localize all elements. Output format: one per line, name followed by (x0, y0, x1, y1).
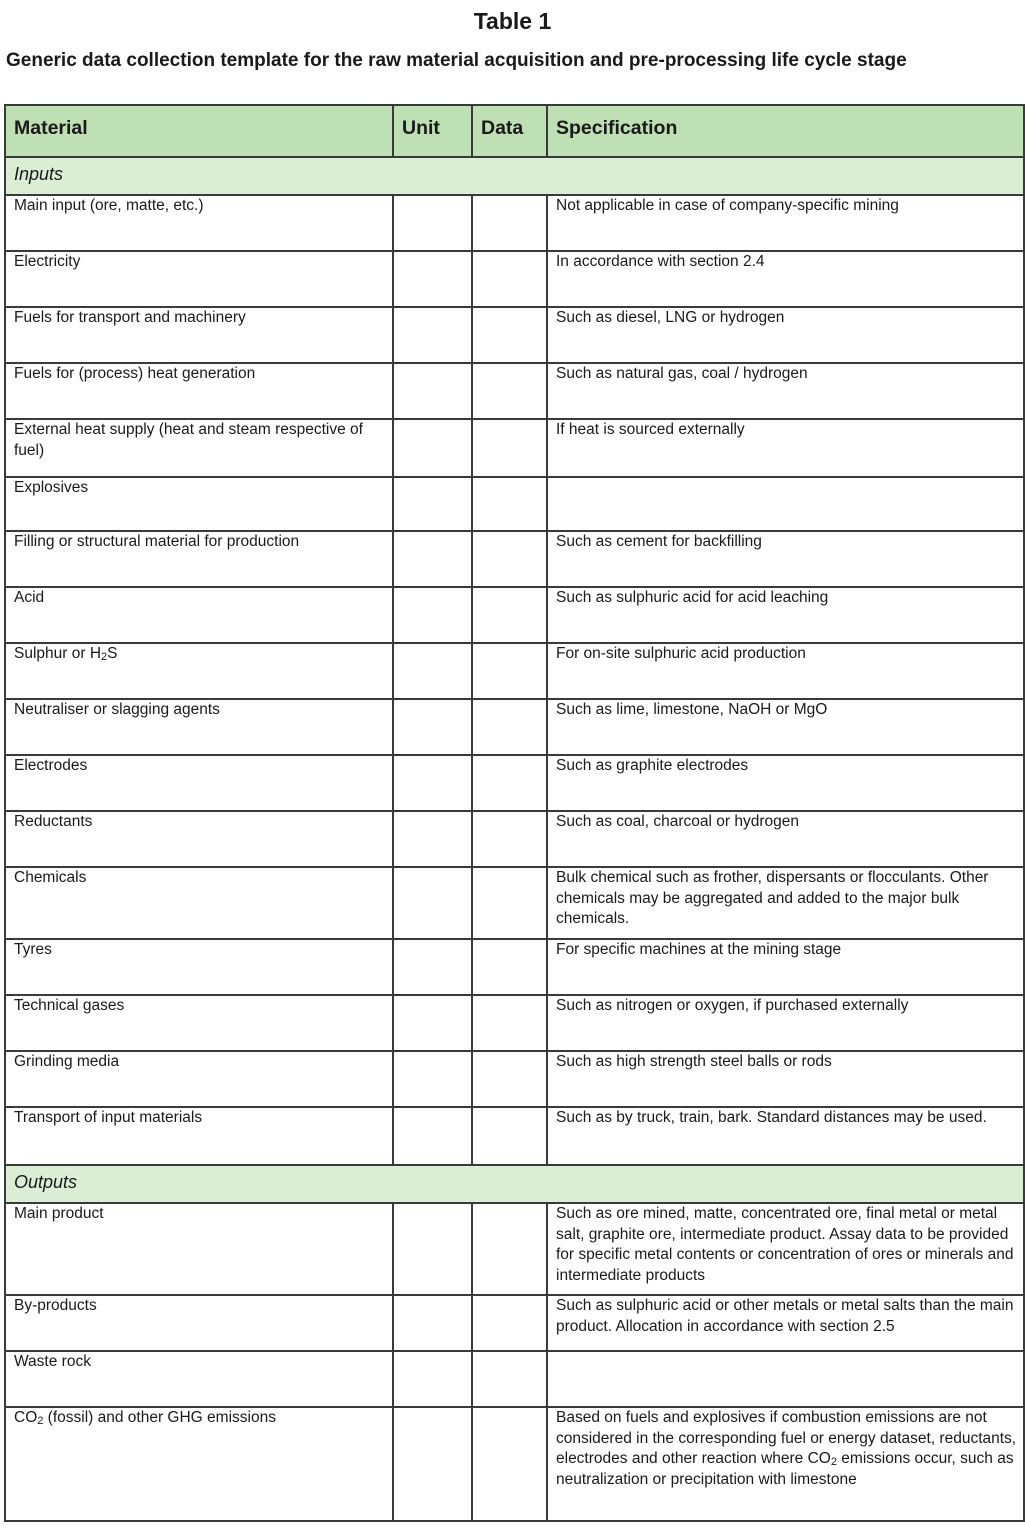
data-cell (472, 643, 547, 699)
table-row (5, 531, 1024, 587)
material-text: Sulphur or H (14, 645, 102, 662)
unit-cell (393, 1203, 472, 1295)
material-cell: By-products (5, 1295, 393, 1351)
material-cell (5, 1407, 393, 1521)
material-cell: Fuels for (process) heat generation (5, 363, 393, 419)
material-text: S (107, 645, 118, 662)
unit-cell (393, 811, 472, 867)
data-cell (472, 1203, 547, 1295)
specification-cell: Such as high strength steel balls or rods (547, 1051, 1024, 1107)
section-label-inputs: Inputs (5, 157, 1024, 195)
table-row (5, 1203, 1024, 1295)
table-row (5, 939, 1024, 995)
data-cell (472, 477, 547, 531)
table-row (5, 995, 1024, 1051)
data-collection-table (4, 104, 1025, 1522)
data-cell (472, 1407, 547, 1521)
unit-cell (393, 867, 472, 939)
unit-cell (393, 195, 472, 251)
material-cell: Technical gases (5, 995, 393, 1051)
material-cell: Fuels for transport and machinery (5, 307, 393, 363)
material-cell: External heat supply (heat and steam respective of fuel) (5, 419, 393, 477)
specification-text: Based on fuels and explosives if combustion emissions are not considered in the corresponding fuel or energy dataset, reductants, electrodes and other reaction where CO (556, 1409, 1017, 1467)
table-row (5, 1295, 1024, 1351)
material-text: CO (14, 1409, 38, 1426)
table-row (5, 755, 1024, 811)
unit-cell (393, 643, 472, 699)
specification-cell: In accordance with section 2.4 (547, 251, 1024, 307)
unit-cell (393, 939, 472, 995)
table-row (5, 419, 1024, 477)
data-cell (472, 363, 547, 419)
unit-cell (393, 995, 472, 1051)
specification-cell: Such as cement for backfilling (547, 531, 1024, 587)
specification-cell: Such as coal, charcoal or hydrogen (547, 811, 1024, 867)
unit-cell (393, 755, 472, 811)
unit-cell (393, 251, 472, 307)
data-cell (472, 251, 547, 307)
material-cell: Waste rock (5, 1351, 393, 1407)
unit-cell (393, 531, 472, 587)
table-row (5, 251, 1024, 307)
data-cell (472, 811, 547, 867)
material-cell: Electrodes (5, 755, 393, 811)
subscript: 2 (37, 1415, 44, 1427)
specification-cell: Such as diesel, LNG or hydrogen (547, 307, 1024, 363)
table-caption: Generic data collection template for the raw material acquisition and pre-processing life cycle stage (6, 50, 907, 71)
specification-cell: Such as by truck, train, bark. Standard distances may be used. (547, 1107, 1024, 1165)
material-cell: Chemicals (5, 867, 393, 939)
material-cell: Reductants (5, 811, 393, 867)
unit-cell (393, 1351, 472, 1407)
table-row (5, 477, 1024, 531)
specification-cell: Such as natural gas, coal / hydrogen (547, 363, 1024, 419)
material-cell: Grinding media (5, 1051, 393, 1107)
data-cell (472, 995, 547, 1051)
table-row (5, 1407, 1024, 1521)
data-cell (472, 867, 547, 939)
material-cell: Main input (ore, matte, etc.) (5, 195, 393, 251)
unit-cell (393, 419, 472, 477)
subscript: 2 (101, 651, 108, 663)
data-cell (472, 419, 547, 477)
table-row (5, 699, 1024, 755)
unit-cell (393, 699, 472, 755)
data-cell (472, 939, 547, 995)
specification-cell: Such as graphite electrodes (547, 755, 1024, 811)
header-specification: Specification (547, 105, 1024, 157)
table-row (5, 1107, 1024, 1165)
unit-cell (393, 587, 472, 643)
header-data: Data (472, 105, 547, 157)
section-label-outputs: Outputs (5, 1165, 1024, 1203)
specification-cell: Bulk chemical such as frother, dispersants or flocculants. Other chemicals may be aggregated and added to the major bulk chemicals. (547, 867, 1024, 939)
specification-cell: For specific machines at the mining stage (547, 939, 1024, 995)
table-row (5, 1051, 1024, 1107)
data-cell (472, 531, 547, 587)
data-cell (472, 755, 547, 811)
table-row (5, 363, 1024, 419)
table-title: Table 1 (473, 8, 552, 34)
specification-cell: Such as lime, limestone, NaOH or MgO (547, 699, 1024, 755)
material-text: (fossil) and other GHG emissions (43, 1409, 276, 1426)
unit-cell (393, 1295, 472, 1351)
data-cell (472, 587, 547, 643)
specification-cell: Such as nitrogen or oxygen, if purchased externally (547, 995, 1024, 1051)
table-row (5, 811, 1024, 867)
unit-cell (393, 363, 472, 419)
unit-cell (393, 1407, 472, 1521)
material-cell: Explosives (5, 477, 393, 531)
data-cell (472, 1051, 547, 1107)
table-body (5, 157, 1024, 1521)
table-row (5, 643, 1024, 699)
data-cell (472, 195, 547, 251)
subscript: 2 (830, 1456, 837, 1468)
data-cell (472, 1295, 547, 1351)
specification-cell: Such as sulphuric acid or other metals or metal salts than the main product. Allocation in accordance with section 2.5 (547, 1295, 1024, 1351)
material-cell: Transport of input materials (5, 1107, 393, 1165)
material-cell: Electricity (5, 251, 393, 307)
unit-cell (393, 477, 472, 531)
specification-cell (547, 477, 1024, 531)
table-row (5, 867, 1024, 939)
table-row (5, 307, 1024, 363)
unit-cell (393, 307, 472, 363)
specification-cell: For on-site sulphuric acid production (547, 643, 1024, 699)
material-cell: Main product (5, 1203, 393, 1295)
data-cell (472, 1107, 547, 1165)
data-cell (472, 307, 547, 363)
section-row-outputs (5, 1165, 1024, 1203)
specification-text: emissions occur, such as neutralization or precipitation with limestone (556, 1450, 1014, 1488)
header-material: Material (5, 105, 393, 157)
table-row (5, 587, 1024, 643)
unit-cell (393, 1107, 472, 1165)
section-row-inputs (5, 157, 1024, 195)
specification-cell: Such as sulphuric acid for acid leaching (547, 587, 1024, 643)
table-row (5, 195, 1024, 251)
material-cell: Acid (5, 587, 393, 643)
data-cell (472, 1351, 547, 1407)
table-header (5, 105, 1024, 157)
data-cell (472, 699, 547, 755)
specification-cell: Not applicable in case of company-specific mining (547, 195, 1024, 251)
table-row (5, 1351, 1024, 1407)
unit-cell (393, 1051, 472, 1107)
material-cell: Tyres (5, 939, 393, 995)
material-cell: Neutraliser or slagging agents (5, 699, 393, 755)
specification-cell: Such as ore mined, matte, concentrated ore, final metal or metal salt, graphite ore, intermediate product. Assay data to be provided for specific metal contents or concentration of ores or minerals and intermediate products (547, 1203, 1024, 1295)
material-cell (5, 643, 393, 699)
specification-cell: If heat is sourced externally (547, 419, 1024, 477)
material-cell: Filling or structural material for production (5, 531, 393, 587)
specification-cell (547, 1351, 1024, 1407)
specification-cell (547, 1407, 1024, 1521)
header-unit: Unit (393, 105, 472, 157)
